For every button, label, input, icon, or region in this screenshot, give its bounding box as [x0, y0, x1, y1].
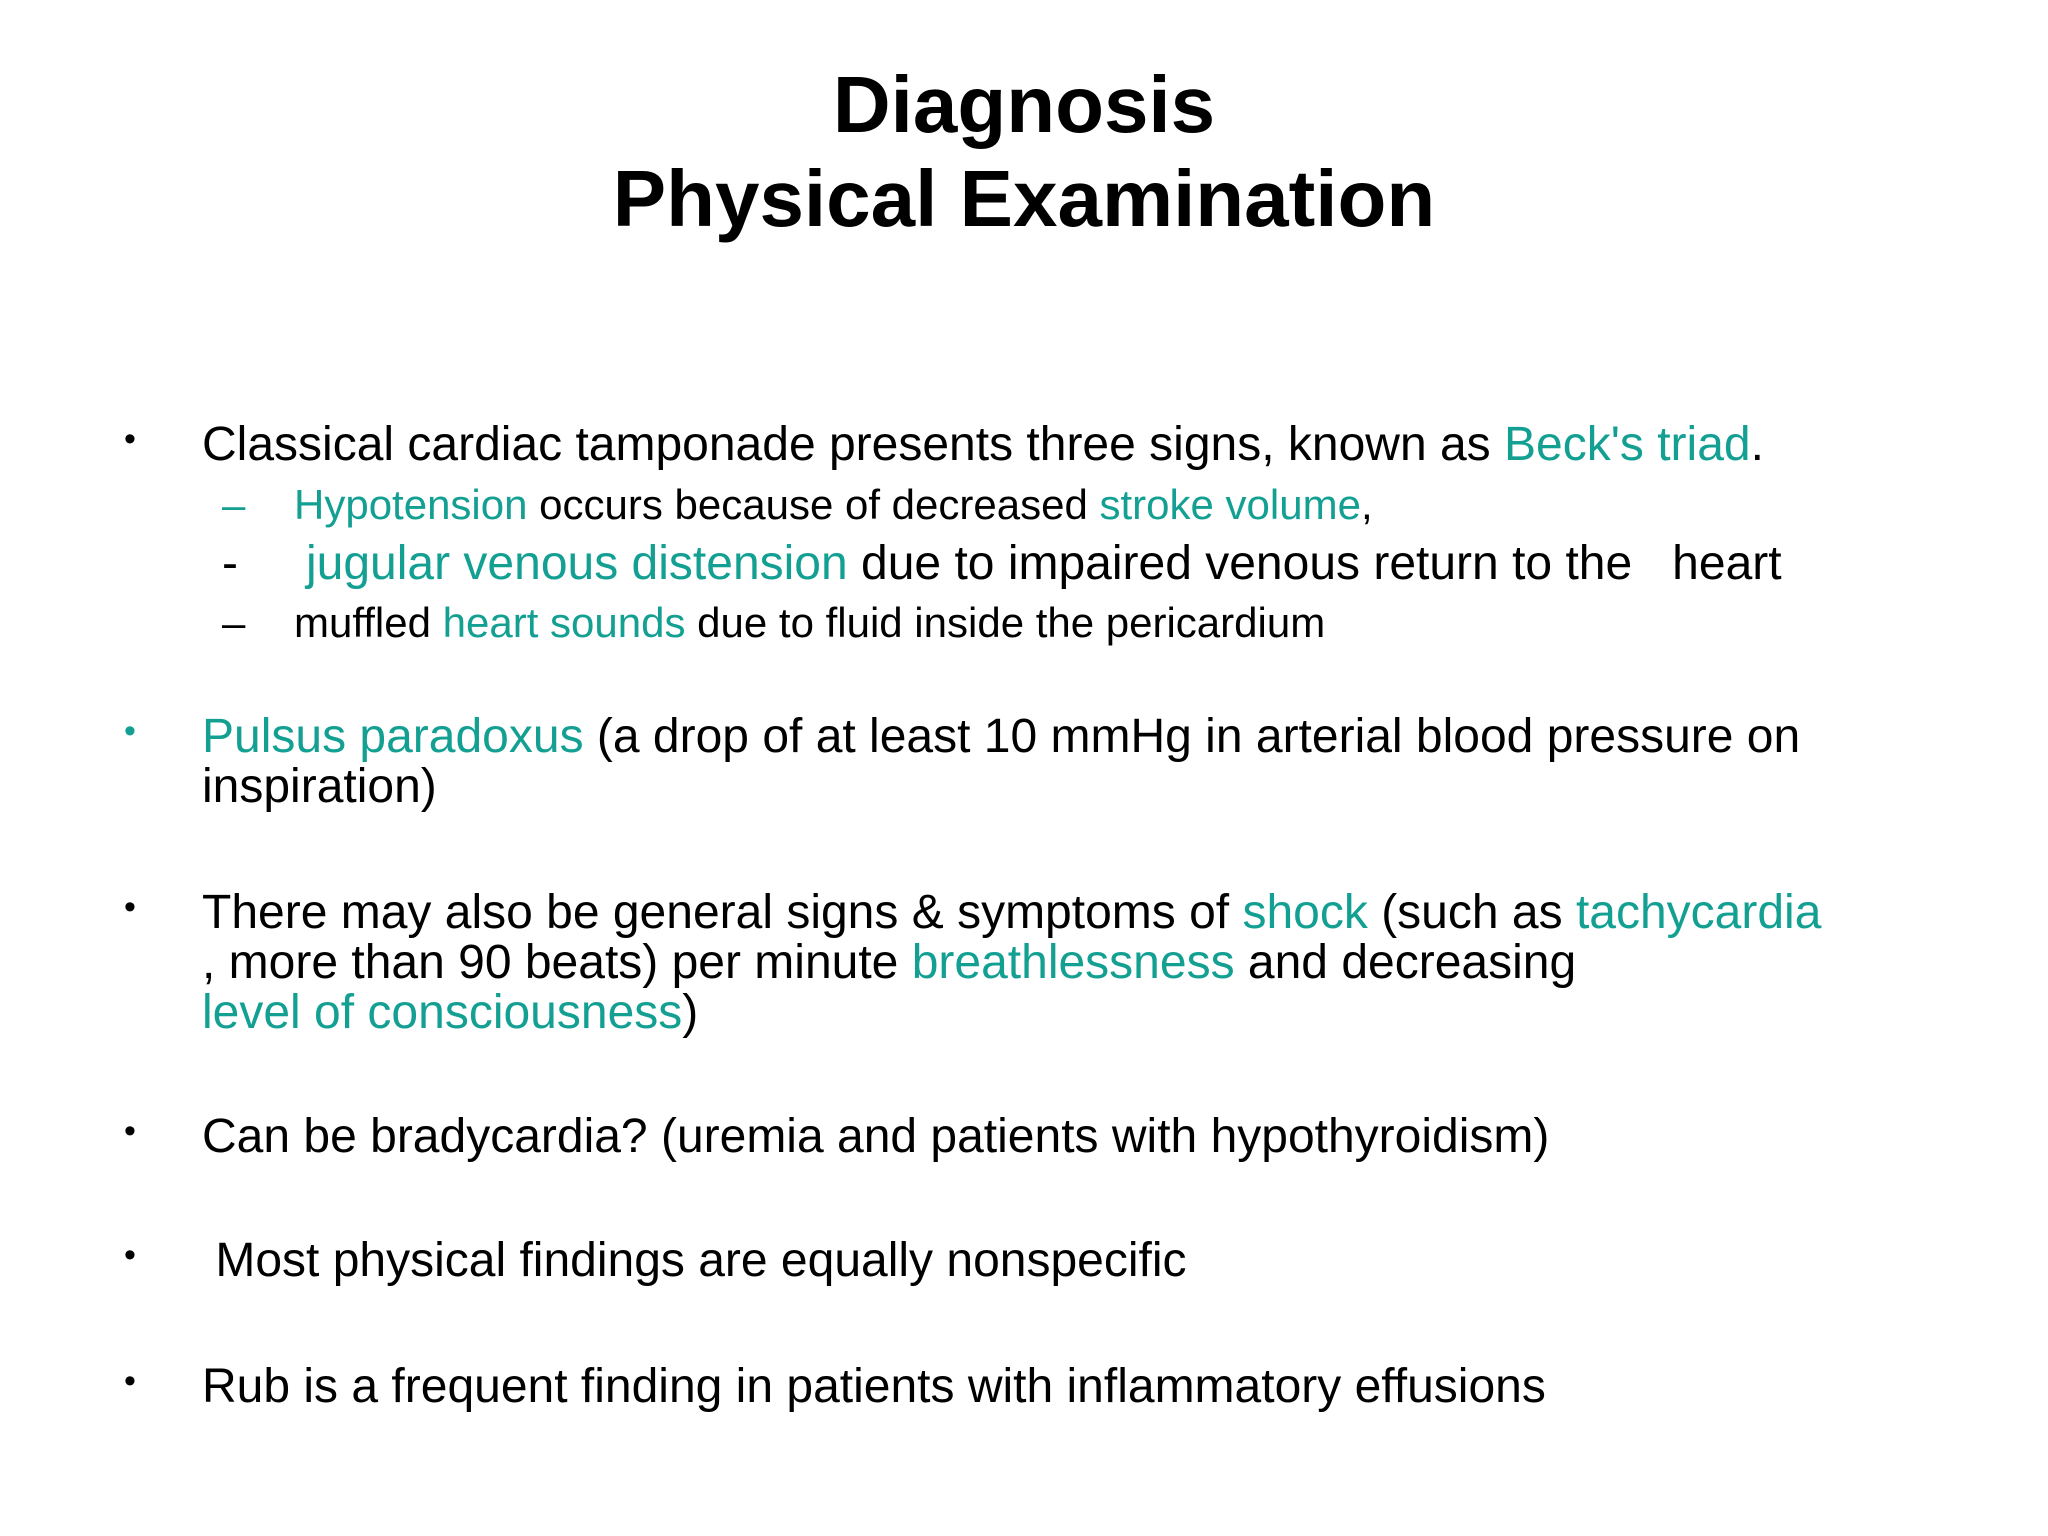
text-run: Classical cardiac tamponade presents three signs, known as	[202, 418, 1504, 471]
highlight-term: shock	[1242, 886, 1368, 939]
sub-item-text	[294, 480, 1994, 530]
highlight-term: heart sounds	[442, 599, 686, 646]
text-run: inspiration)	[202, 760, 437, 813]
highlight-term: tachycardia	[1575, 886, 1822, 939]
highlight-term: breathlessness	[911, 936, 1235, 989]
text-run: There may also be general signs & symptoms of	[202, 886, 1243, 939]
highlight-term: jugular venous distension	[306, 537, 848, 590]
text-run: occurs because of decreased	[527, 481, 1100, 528]
bullet-text	[202, 888, 2002, 1038]
text-run: (a drop of at least 10 mmHg in arterial blood pressure on	[583, 710, 1801, 763]
highlight-term: Hypotension	[294, 481, 528, 528]
text-run: muffled	[294, 599, 443, 646]
dash-marker: –	[222, 481, 246, 528]
sub-item-text	[306, 536, 2006, 592]
bullet-text: Rub is a frequent finding in patients with inflammatory effusions	[202, 1360, 1546, 1413]
text-run: .	[1750, 418, 1764, 471]
dash-marker: –	[222, 599, 246, 646]
text-run: )	[682, 986, 699, 1039]
title-line-1: Diagnosis	[832, 60, 1216, 149]
highlight-term: Beck's triad	[1504, 418, 1751, 471]
dash-marker: -	[222, 537, 238, 590]
highlight-term: stroke volume	[1099, 481, 1361, 528]
title-line-2: Physical Examination	[612, 154, 1436, 243]
text-run: ,	[1360, 481, 1373, 528]
text-run: , more than 90 beats) per minute	[202, 936, 912, 989]
text-run: (such as	[1367, 886, 1576, 939]
bullet-marker: •	[124, 888, 136, 926]
bullet-marker: •	[124, 1112, 136, 1150]
bullet-text: Can be bradycardia? (uremia and patients with hypothyroidism)	[202, 1110, 1550, 1163]
highlight-term: Pulsus paradoxus	[202, 710, 584, 763]
highlight-term: level of consciousness	[202, 986, 683, 1039]
bullet-text	[202, 712, 2002, 812]
text-run: and decreasing	[1234, 936, 1577, 989]
bullet-text: Most physical findings are equally nonspecific	[202, 1234, 1187, 1287]
sub-item-text	[294, 598, 1994, 648]
slide-title	[0, 58, 2048, 246]
bullet-marker: •	[124, 1236, 136, 1274]
bullet-marker: •	[124, 420, 136, 458]
bullet-marker: •	[124, 1362, 136, 1400]
bullet-marker: •	[124, 712, 136, 750]
text-run: due to fluid inside the pericardium	[685, 599, 1326, 646]
text-run: due to impaired venous return to the heart	[847, 537, 1782, 590]
bullet-text	[202, 420, 2002, 470]
